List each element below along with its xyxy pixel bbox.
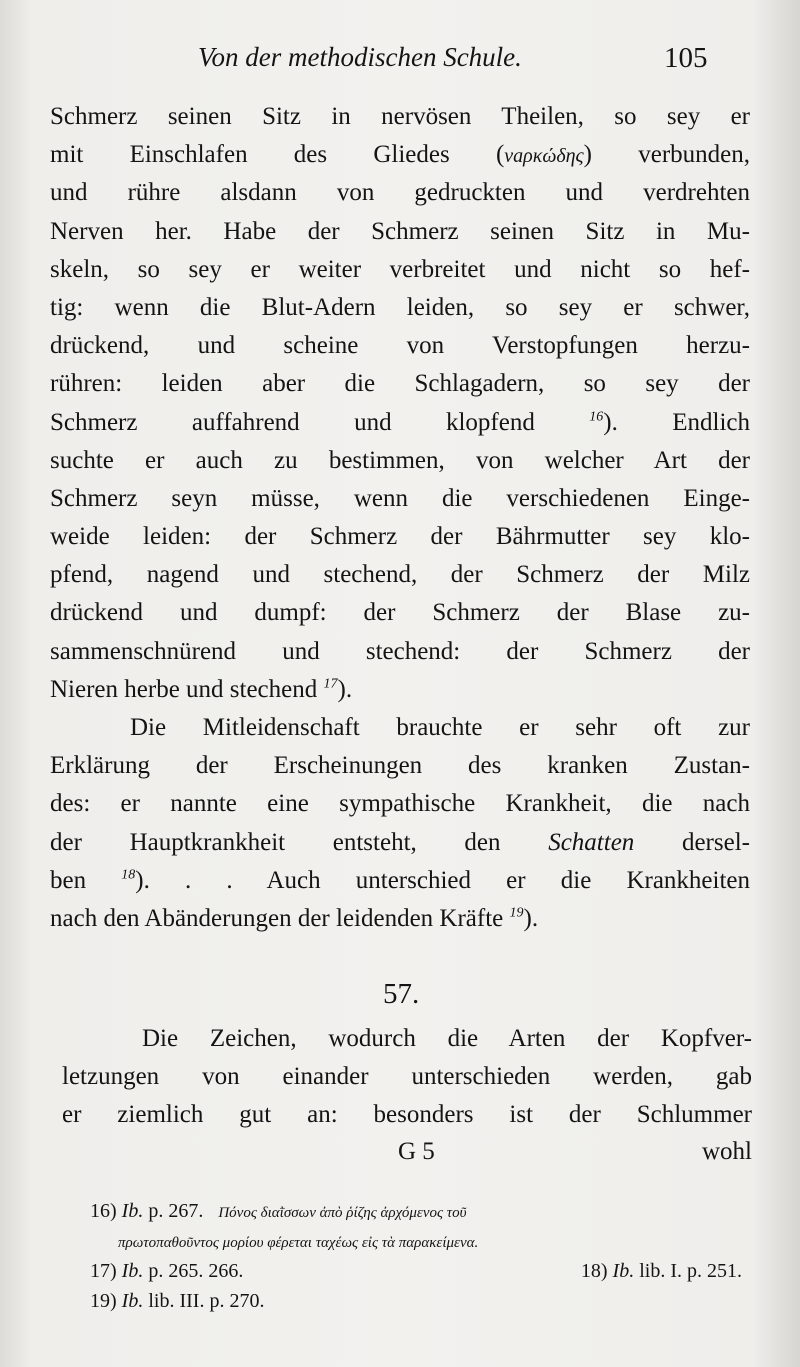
main-text — [50, 98, 750, 938]
printer-signature: G 5 — [398, 1138, 435, 1165]
text-line: sammenschnürend und stechend: der Schmerz der — [50, 637, 750, 665]
footnotes — [90, 1196, 752, 1316]
running-head: Von der methodischen Schule. — [198, 42, 522, 72]
text-line: des: er nannte eine sympathische Krankheit, die nach — [50, 790, 750, 818]
text-line: weide leiden: der Schmerz der Bährmutter sey klo- — [50, 523, 750, 551]
footnote-ref: 19 — [509, 905, 524, 921]
section-text — [62, 1020, 752, 1135]
catchword: wohl — [702, 1138, 752, 1165]
text-line: nach den Abänderungen der leidenden Kräfte $^{19}$). — [50, 904, 539, 932]
footnote-19: 19) Ib. lib. III. p. 270. — [90, 1290, 265, 1312]
text-line: Nerven her. Habe der Schmerz seinen Sitz in Mu- — [50, 217, 750, 245]
footnote-row — [90, 1256, 752, 1286]
signature-line — [62, 1134, 752, 1172]
text-line: Erklärung der Erscheinungen des kranken Zustan- — [50, 752, 750, 780]
text-line: Nieren herbe und stechend $^{17}$). — [50, 675, 353, 703]
text-line: mit Einschlafen des Gliedes (νaρκώδης) verbunden, — [50, 141, 750, 169]
text-line: Die Mitleidenschaft brauchte er sehr oft zur — [130, 714, 750, 741]
footnote-ref: 18 — [121, 867, 136, 883]
text-line: er ziemlich gut an: besonders ist der Schlummer — [62, 1101, 752, 1129]
text-line: ben $^{18}$). . . Auch unterschied er die Krankheiten — [50, 866, 751, 894]
text-line: drückend und dumpf: der Schmerz der Blase zu- — [50, 599, 750, 627]
greek-quote: Πόνος διαῒσσων ἀπὸ ῥίζης ἀρχόμενος τοῦ — [218, 1205, 467, 1221]
text-line: drückend, und scheine von Verstopfungen herzu- — [50, 332, 750, 360]
page-header — [0, 40, 800, 80]
text-line: pfend, nagend und stechend, der Schmerz der Milz — [50, 561, 750, 589]
text-line: suchte er auch zu bestimmen, von welcher Art der — [50, 446, 750, 474]
text-line: skeln, so sey er weiter verbreitet und nicht so hef- — [50, 255, 750, 283]
text-line: Schmerz auffahrend und klopfend $^{16}$). Endlich — [50, 408, 750, 436]
greek-term: νaρκώδης — [504, 145, 584, 168]
greek-quote: πρωτοπαθοῦντος μορίου φέρεται ταχέως εἰς τὰ παρακείμενα. — [118, 1235, 479, 1251]
footnote-ref: 16 — [589, 409, 604, 425]
text-line: Die Zeichen, wodurch die Arten der Kopfver- — [142, 1025, 752, 1052]
text-line: letzungen von einander unterschieden werden, gab — [62, 1063, 752, 1091]
text-line: Schmerz seinen Sitz in nervösen Theilen, so sey er — [50, 103, 750, 130]
footnote-16-cont — [90, 1226, 752, 1256]
footnote-ref: 17 — [323, 676, 338, 692]
text-line: und rühre alsdann von gedruckten und verdrehten — [50, 179, 750, 207]
text-line: rühren: leiden aber die Schlagadern, so sey der — [50, 370, 750, 398]
footnote-18: 18) Ib. lib. I. p. 251. — [580, 1260, 742, 1282]
text-line: der Hauptkrankheit entsteht, den Schatten dersel- — [50, 828, 750, 856]
footnote-17: 17) Ib. p. 265. 266. — [90, 1260, 244, 1282]
text-line: Schmerz seyn müsse, wenn die verschiedenen Einge- — [50, 484, 750, 512]
text-line: tig: wenn die Blut-Adern leiden, so sey er schwer, — [50, 293, 750, 321]
page-number: 105 — [664, 42, 708, 74]
section-number: 57. — [383, 978, 420, 1010]
emphasis: Schatten — [548, 828, 635, 856]
footnote-16: 16) Ib. p. 267. Πόνος διαῒσσων ἀπὸ ῥίζης ἀρχόμενος τοῦ — [90, 1200, 467, 1222]
